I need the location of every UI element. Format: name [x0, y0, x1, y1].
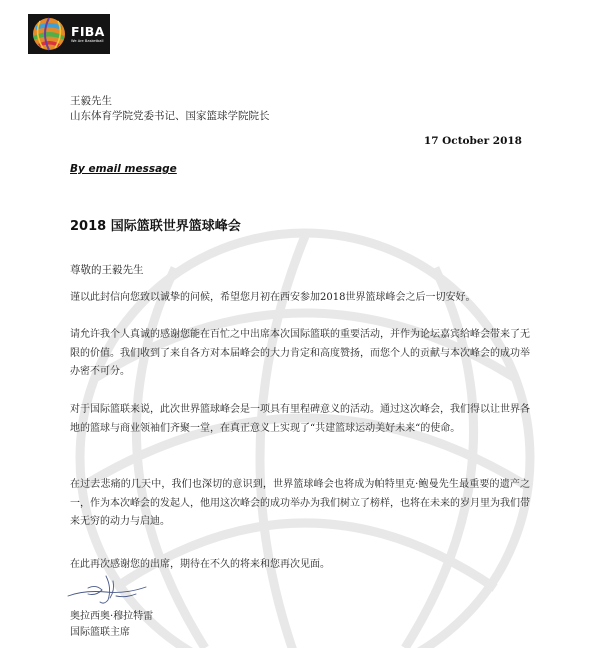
paragraph-4: 在过去悲痛的几天中，我们也深切的意识到，世界篮球峰会也将成为帕特里克·鲍曼先生最重要的遗产之一，作为本次峰会的发起人，他用这次峰会的成功举办为我们树立了榜样，也将在未来的岁月里为我们带来无穷的动力与启迪。 [70, 479, 530, 527]
salutation: 尊敬的王毅先生 [70, 264, 144, 276]
paragraph-3: 对于国际篮联来说，此次世界篮球峰会是一项具有里程碑意义的活动。通过这次峰会，我们得以让世界各地的篮球与商业领袖们齐聚一堂，在真正意义上实现了“共建篮球运动美好未来“的使命。 [70, 404, 530, 434]
logo-tagline: We Are Basketball [71, 38, 104, 43]
recipient-name: 王毅先生 [70, 95, 112, 107]
signer-name: 奥拉西奥·穆拉特雷 [70, 611, 154, 622]
paragraph-1: 谨以此封信向您致以诚挚的问候，希望您月初在西安参加2018世界篮球峰会之后一切安好。 [70, 292, 476, 303]
letter-subject: 2018 国际篮联世界篮球峰会 [70, 219, 241, 234]
handwritten-signature [66, 572, 148, 608]
fiba-logo [28, 14, 110, 54]
signer-title: 国际篮联主席 [70, 627, 130, 638]
logo-wordmark: FIBA [71, 23, 105, 39]
delivery-method: By email message [70, 163, 177, 175]
paragraph-2: 请允许我个人真诚的感谢您能在百忙之中出席本次国际篮联的重要活动，并作为论坛嘉宾给峰会带来了无限的价值。我们收到了来自各方对本届峰会的大力肯定和高度赞扬，而您个人的贡献与本次峰会的成功举办密不可分。 [70, 329, 530, 377]
letter-date: 17 October 2018 [423, 135, 522, 147]
recipient-title: 山东体育学院党委书记、国家篮球学院院长 [70, 110, 270, 122]
fiba-basketball-icon [31, 16, 67, 52]
closing-line: 在此再次感谢您的出席，期待在不久的将来和您再次见面。 [70, 559, 330, 570]
